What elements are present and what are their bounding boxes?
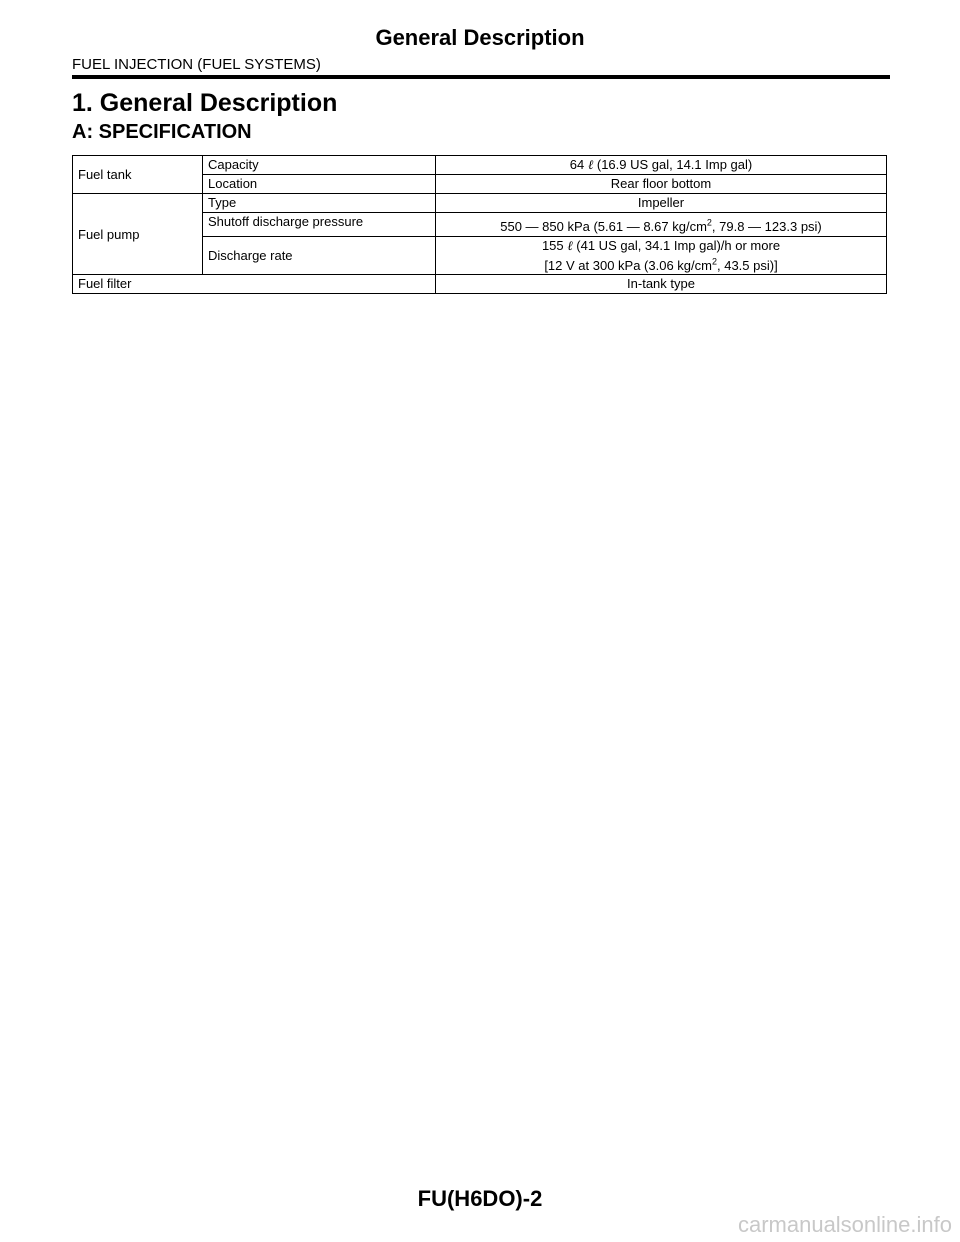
specification-table bbox=[72, 155, 887, 294]
table-row bbox=[73, 275, 887, 294]
capacity-number: 64 bbox=[569, 157, 588, 172]
capacity-label: Capacity bbox=[203, 156, 436, 175]
rate-value bbox=[436, 237, 887, 275]
rate-label: Discharge rate bbox=[203, 237, 436, 275]
main-heading: 1. General Description bbox=[72, 89, 338, 117]
pressure-text-end: , 79.8 — 123.3 psi) bbox=[711, 219, 822, 234]
pressure-sup: 2 bbox=[706, 217, 712, 228]
page-code: FU(H6DO)-2 bbox=[417, 1186, 543, 1211]
rate-number: 155 bbox=[541, 238, 568, 253]
page-title: General Description bbox=[375, 25, 585, 50]
table-row bbox=[73, 194, 887, 213]
header-rule bbox=[72, 75, 890, 79]
pressure-value bbox=[436, 213, 887, 237]
section-label: FUEL INJECTION (FUEL SYSTEMS) bbox=[72, 56, 321, 73]
litre-unit: ℓ bbox=[587, 158, 594, 173]
litre-unit: ℓ bbox=[567, 239, 573, 254]
fuel-tank-label: Fuel tank bbox=[73, 156, 203, 194]
rate-line-2 bbox=[441, 257, 881, 274]
fuel-filter-value: In-tank type bbox=[436, 275, 887, 294]
rate-condition-end: , 43.5 psi)] bbox=[716, 258, 778, 273]
fuel-pump-label: Fuel pump bbox=[73, 194, 203, 275]
sub-heading: A: SPECIFICATION bbox=[72, 121, 252, 143]
type-value: Impeller bbox=[436, 194, 887, 213]
location-label: Location bbox=[203, 175, 436, 194]
table-row bbox=[73, 156, 887, 175]
rate-sup: 2 bbox=[711, 256, 717, 267]
pressure-label: Shutoff discharge pressure bbox=[203, 213, 436, 237]
type-label: Type bbox=[203, 194, 436, 213]
location-value: Rear floor bottom bbox=[436, 175, 887, 194]
fuel-filter-label: Fuel filter bbox=[73, 275, 436, 294]
rate-conversion: (41 US gal, 34.1 Imp gal)/h or more bbox=[572, 238, 781, 253]
rate-line-1 bbox=[441, 237, 881, 255]
pressure-text: 550 — 850 kPa (5.61 — 8.67 kg/cm bbox=[500, 219, 707, 234]
capacity-value bbox=[436, 156, 887, 175]
rate-condition: [12 V at 300 kPa (3.06 kg/cm bbox=[544, 258, 712, 273]
capacity-conversion: (16.9 US gal, 14.1 Imp gal) bbox=[593, 157, 753, 172]
watermark: carmanualsonline.info bbox=[737, 1212, 952, 1237]
